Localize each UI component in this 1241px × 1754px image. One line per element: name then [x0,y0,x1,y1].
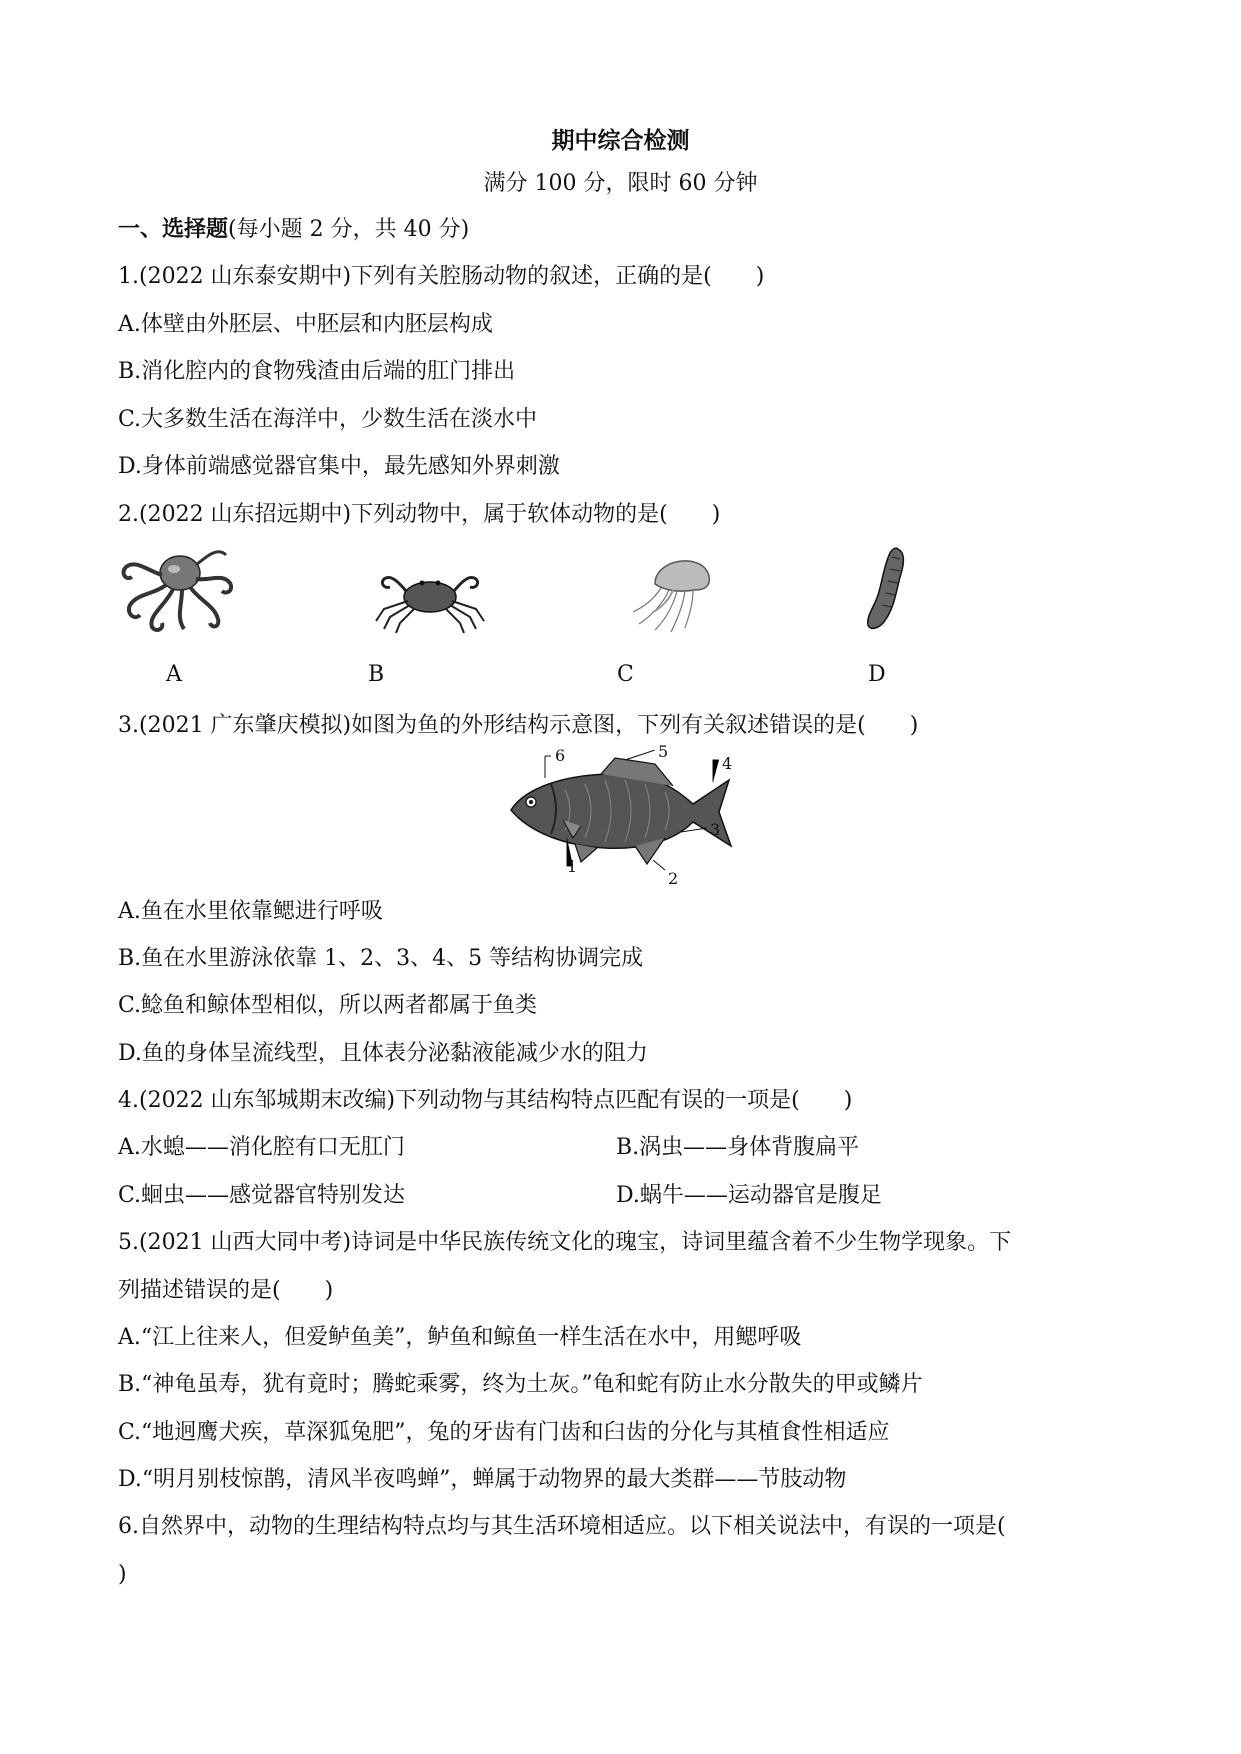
q4-option-d: D.蜗牛——运动器官是腹足 [616,1183,882,1208]
fish-label-6: 6 [555,746,566,765]
q5-stem-line1: 5.(2021 山西大同中考)诗词是中华民族传统文化的瑰宝，诗词里蕴含着不少生物学现象。下 [118,1230,1012,1255]
q1-stem: 1.(2022 山东泰安期中)下列有关腔肠动物的叙述，正确的是( ) [118,264,765,289]
section-note: (每小题 2 分，共 40 分) [228,217,470,242]
q4-option-a: A.水螅——消化腔有口无肛门 [118,1135,405,1160]
q5-option-c: C.“地迥鹰犬疾，草深狐兔肥”，兔的牙齿有门齿和臼齿的分化与其植食性相适应 [118,1420,890,1445]
section-title: 一、选择题 [118,216,229,242]
q4-option-b: B.涡虫——身体背腹扁平 [616,1135,860,1160]
q5-option-b: B.“神龟虽寿，犹有竟时；腾蛇乘雾，终为土灰。”龟和蛇有防止水分散失的甲或鳞片 [118,1372,923,1397]
fish-label-5: 5 [658,742,669,761]
jellyfish-image [625,550,725,635]
q5-option-d: D.“明月别枝惊鹊，清风半夜鸣蝉”，蝉属于动物界的最大类群——节肢动物 [118,1467,847,1492]
fish-label-3: 3 [710,820,721,839]
q4-stem: 4.(2022 山东邹城期末改编)下列动物与其结构特点匹配有误的一项是( ) [118,1088,853,1113]
q2-stem: 2.(2022 山东招远期中)下列动物中，属于软体动物的是( ) [118,502,721,527]
page-title: 期中综合检测 [551,127,690,154]
q2-label-b: B [368,662,385,687]
q3-option-d: D.鱼的身体呈流线型，且体表分泌黏液能减少水的阻力 [118,1041,648,1066]
fish-label-2: 2 [668,869,679,888]
q1-option-c: C.大多数生活在海洋中，少数生活在淡水中 [118,407,538,432]
leech-image [860,545,930,635]
q5-stem-line2: 列描述错误的是( ) [118,1278,334,1303]
q3-option-c: C.鲶鱼和鲸体型相似，所以两者都属于鱼类 [118,993,538,1018]
page-subtitle: 满分 100 分，限时 60 分钟 [483,171,758,196]
q2-label-d: D [868,662,886,687]
section-heading [118,214,469,245]
q4-option-c: C.蛔虫——感觉器官特别发达 [118,1183,406,1208]
crab-image [370,565,490,635]
q3-option-a: A.鱼在水里依靠鳃进行呼吸 [118,899,383,924]
q6-stem-line1: 6.自然界中，动物的生理结构特点均与其生活环境相适应。以下相关说法中，有误的一项是( [118,1514,1006,1539]
q5-option-a: A.“江上往来人，但爱鲈鱼美”，鲈鱼和鲸鱼一样生活在水中，用鳃呼吸 [118,1325,802,1350]
fish-diagram [505,750,735,880]
q2-label-a: A [166,662,182,687]
q2-label-c: C [617,662,634,687]
fish-label-1: 1 [567,857,578,876]
fish-label-4: 4 [722,754,733,773]
octopus-image [118,545,238,635]
q3-stem: 3.(2021 广东肇庆模拟)如图为鱼的外形结构示意图，下列有关叙述错误的是( ) [118,713,919,738]
q6-stem-line2: ) [118,1562,127,1587]
q1-option-d: D.身体前端感觉器官集中，最先感知外界刺激 [118,454,560,479]
q3-option-b: B.鱼在水里游泳依靠 1、2、3、4、5 等结构协调完成 [118,946,644,971]
q1-option-a: A.体壁由外胚层、中胚层和内胚层构成 [118,312,493,337]
q1-option-b: B.消化腔内的食物残渣由后端的肛门排出 [118,359,516,384]
